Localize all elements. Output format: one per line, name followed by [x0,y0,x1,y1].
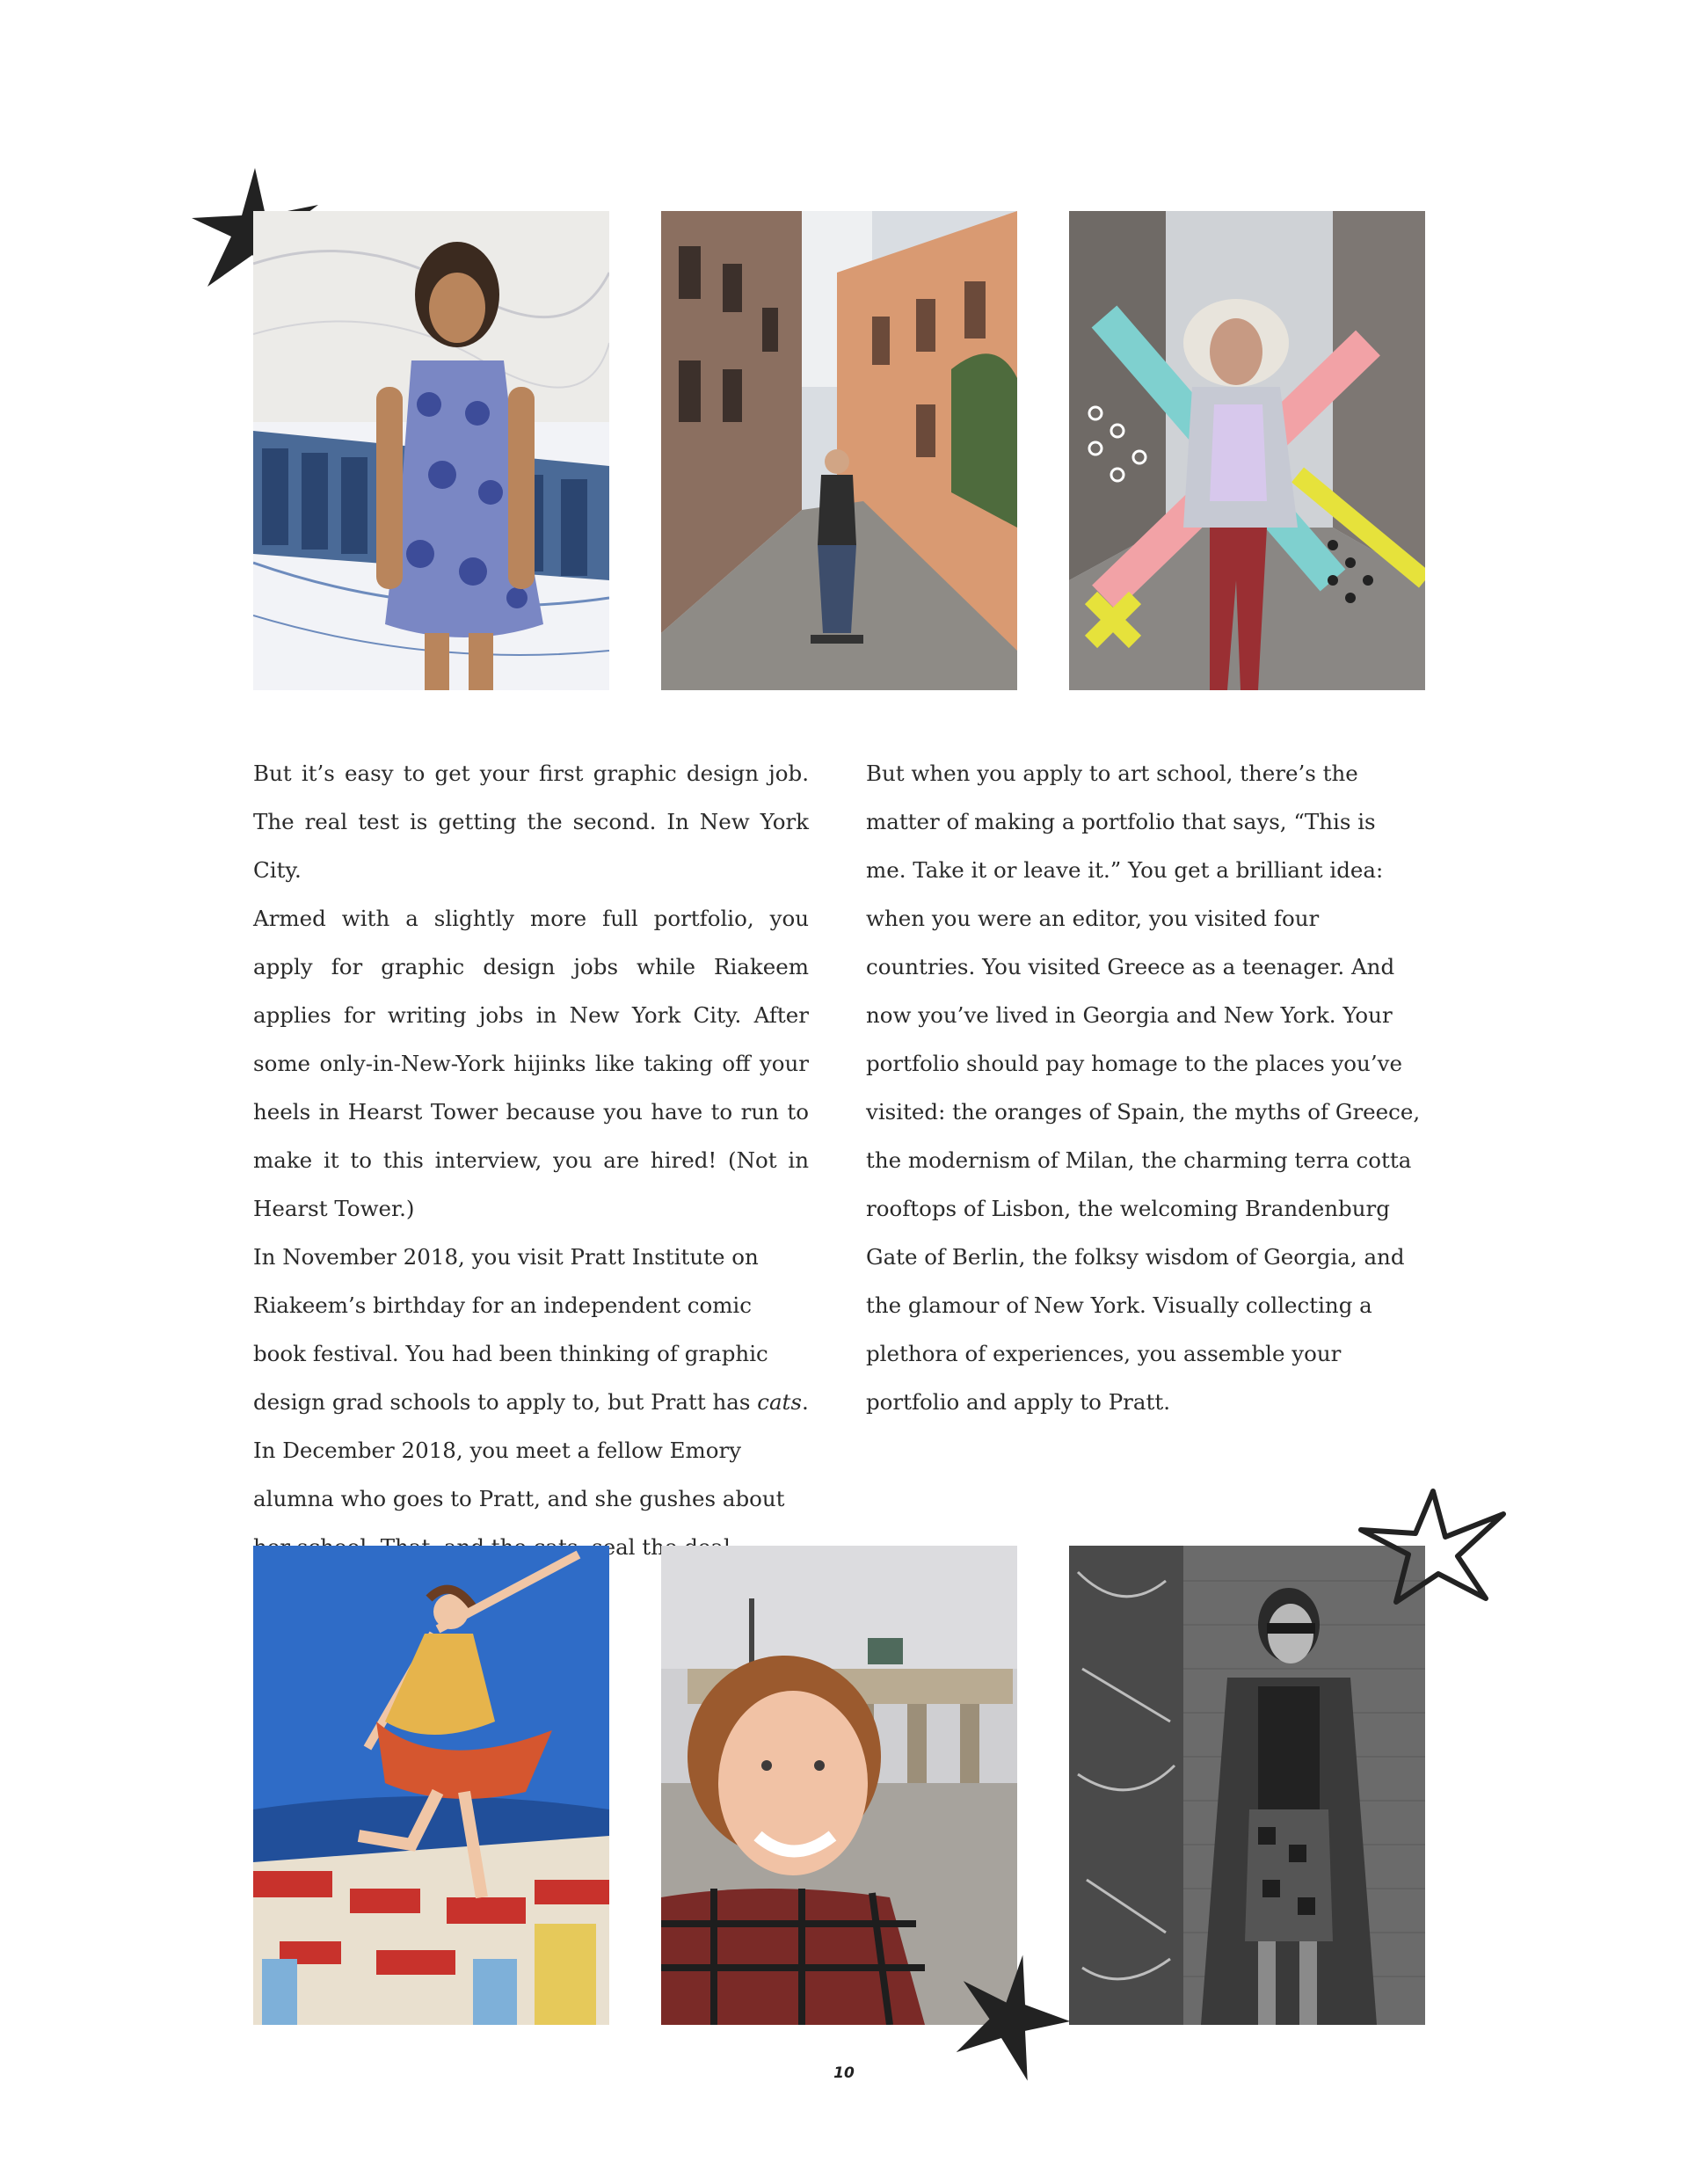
photo-milan-collage [1069,211,1425,690]
photo-newyork-collage [1069,1546,1425,2025]
photo-madrid-street [661,211,1017,690]
text-run: . In December 2018, you meet a fellow Emory alumna who goes to Pratt, and she gushes about seal the [253,1389,809,1560]
paragraph: Armed with a slightly more full portfolio, you apply for graphic design jobs while Riakeem applies for writing jobs in New York City. After some only-in-New-York hijinks like taking off your heels in Hearst Tower because you have to run to make it to this interview, you are hired! (Not in Hearst Tower.) [253,906,809,1221]
page-number: 10 [833,2064,855,2082]
body-column-right [866,749,1422,1426]
emphasis: cats [757,1389,802,1415]
paragraph: But it’s easy to get your first graphic design job. The real test is getting the second. In New York City. [253,761,809,883]
paragraph [253,1233,809,1571]
text-run: In November 2018, you visit Pratt Institute on Riakeem’s birthday for an independent comic book festival. You had been thinking of graphic design grad schools to apply to, but Pratt has [253,1244,768,1415]
photo-greece-collage [253,211,609,690]
body-column-left [253,749,809,1571]
photo-lisbon-collage [253,1546,609,2025]
paragraph: But when you apply to art school, there’s the matter of making a portfolio that says, “This is me. Take it or leave it.” You get a brilliant idea: when you were an editor, you visited four countries. You visited Greece as a teenager. And now you’ve lived in Georgia and New York. Your portfolio should pay homage to the places you’ve visited: the oranges of Spain, the myths of Greece, the modernism of Milan, the charming terra cotta rooftops of Lisbon, the welcoming Brandenburg Gate of Berlin, the folksy wisdom of Georgia, and the glamour of New York. Visually collecting a plethora of experiences, you assemble your portfolio and apply to Pratt. [866,761,1421,1415]
star-outline-icon [1354,1486,1508,1609]
